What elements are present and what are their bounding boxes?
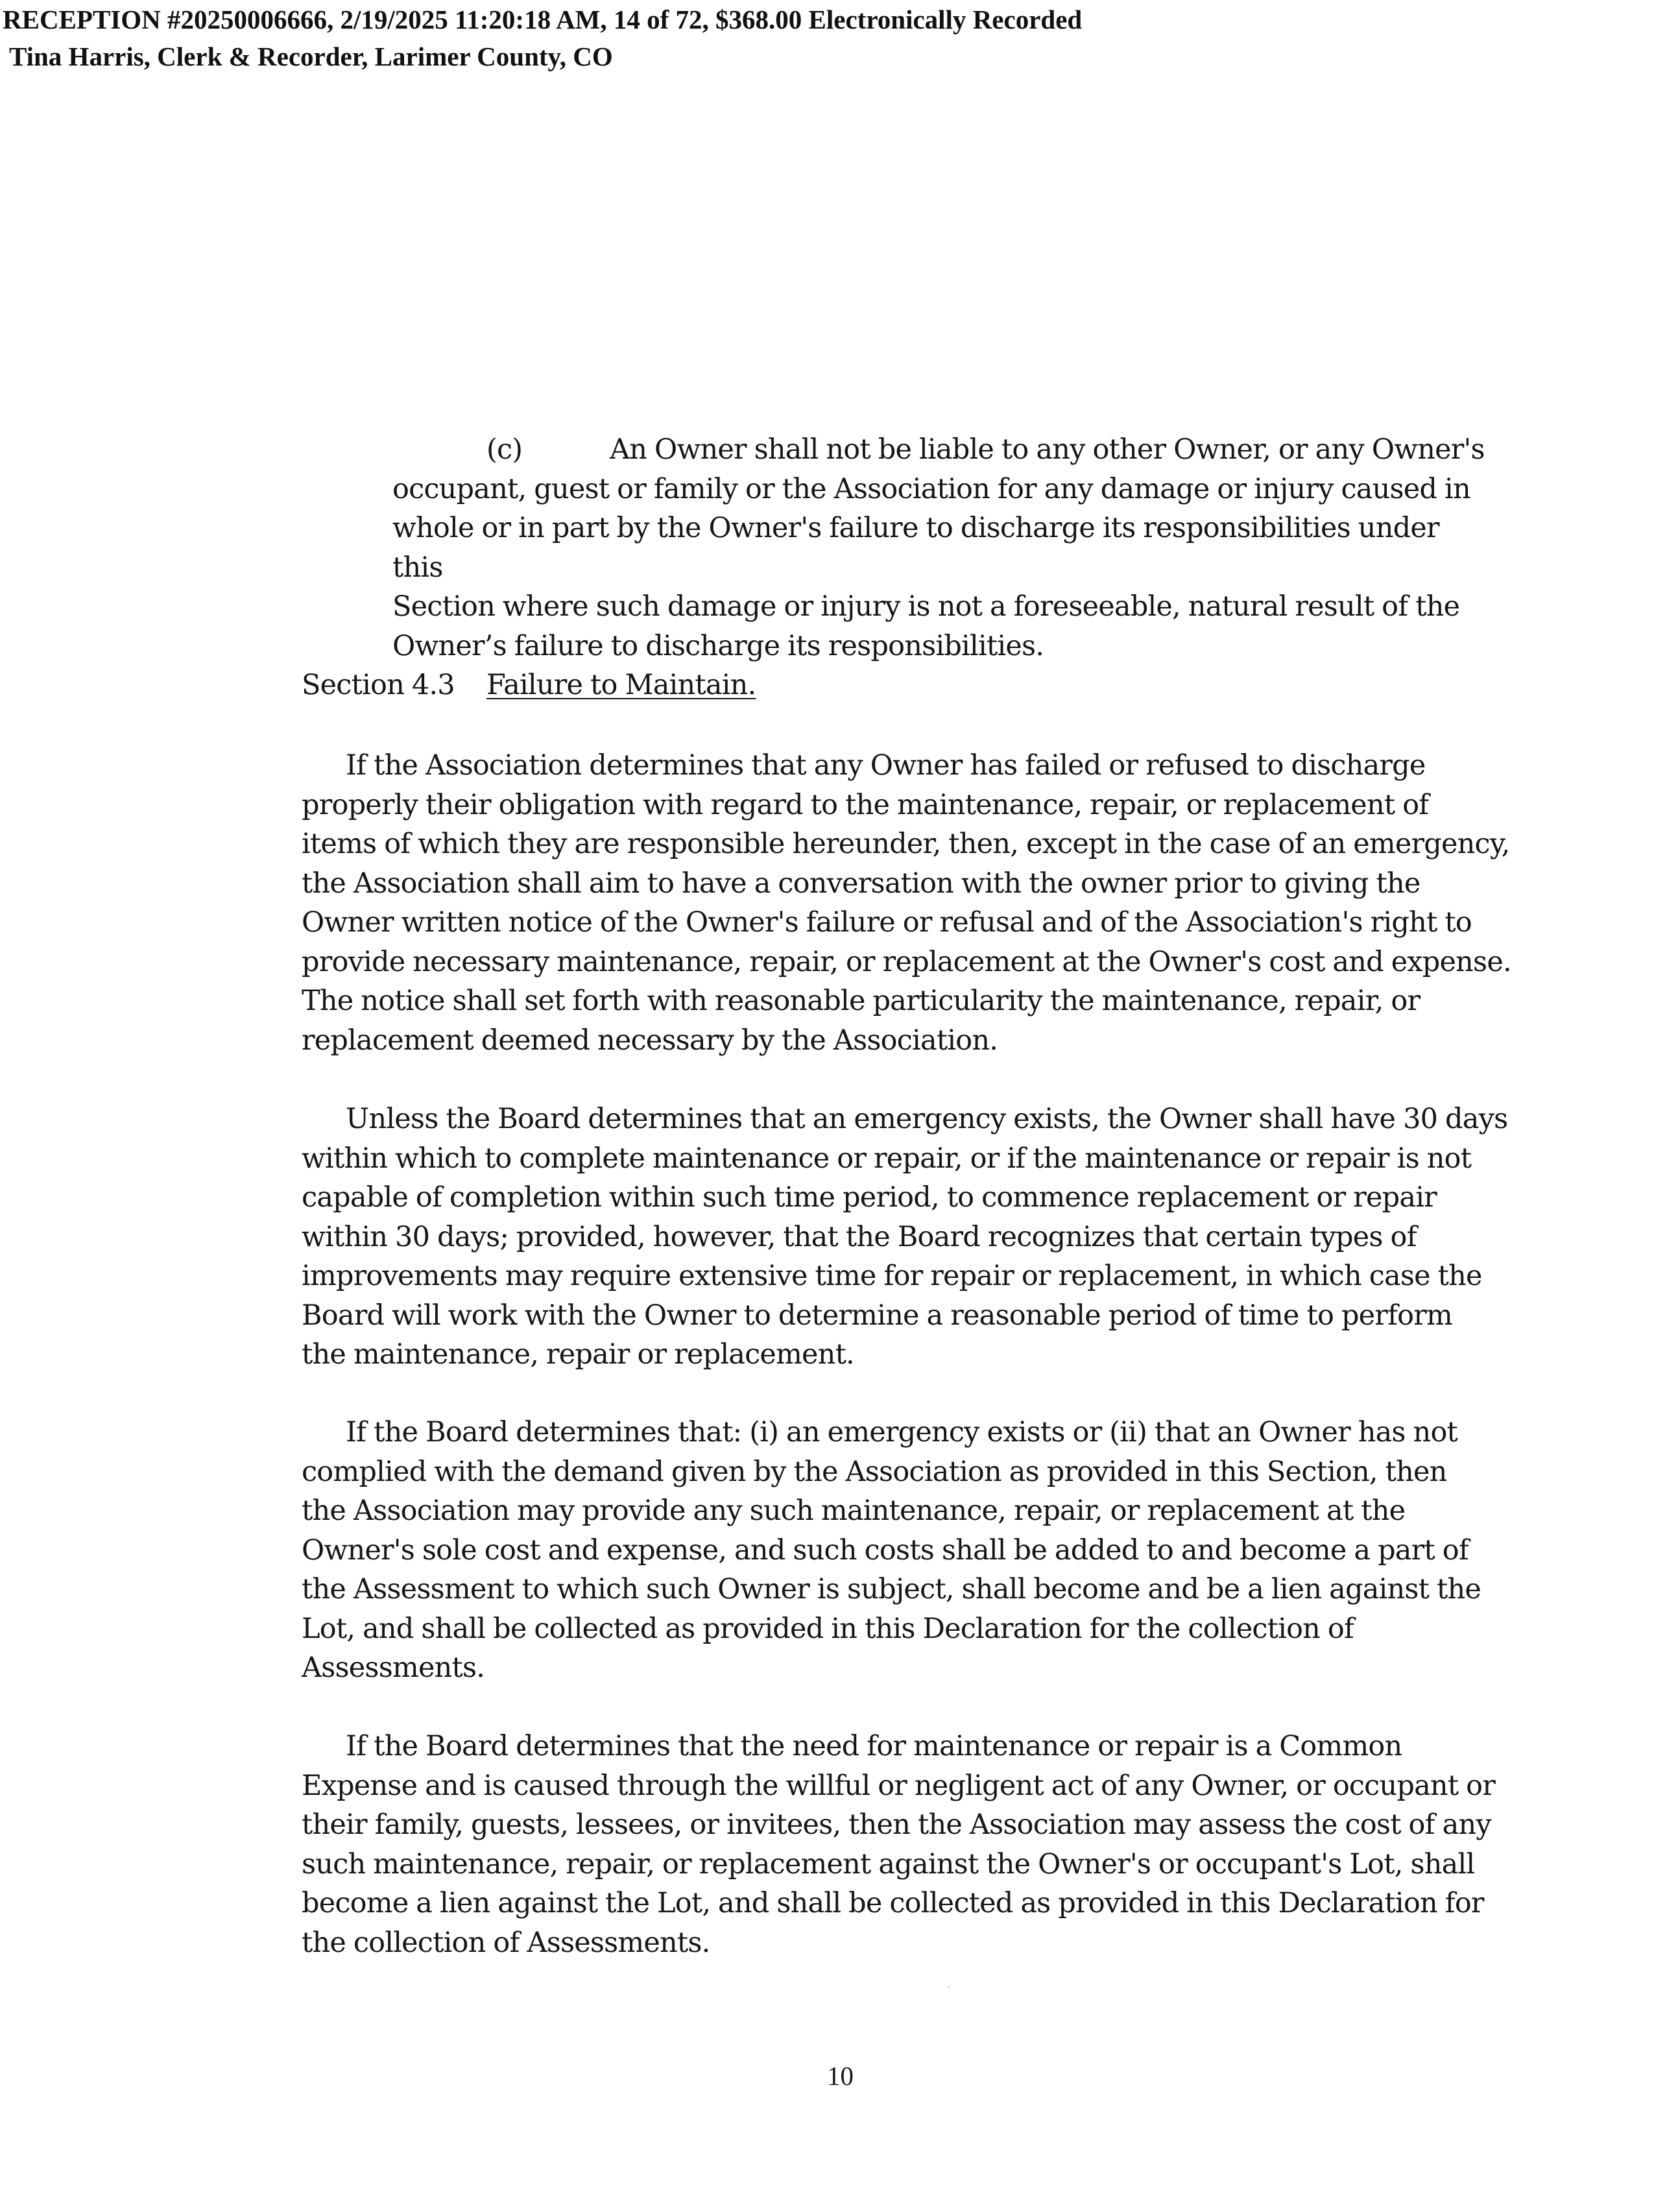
- paragraph-line: the Assessment to which such Owner is subject, shall become and be a lien against the: [302, 1573, 1481, 1605]
- subsection-c-line: whole or in part by the Owner's failure to discharge its responsibilities under this: [392, 512, 1439, 584]
- paragraph-line: The notice shall set forth with reasonable particularity the maintenance, repair, or: [302, 985, 1420, 1017]
- paragraph-notice: [302, 746, 1515, 1060]
- paragraph-line: their family, guests, lessees, or invitees, then the Association may assess the cost of any: [302, 1809, 1491, 1841]
- paragraph-line: Unless the Board determines that an emergency exists, the Owner shall have 30 days: [346, 1103, 1508, 1135]
- paragraph-line: If the Board determines that the need for maintenance or repair is a Common: [346, 1730, 1402, 1762]
- paragraph-line: such maintenance, repair, or replacement against the Owner's or occupant's Lot, shall: [302, 1847, 1475, 1881]
- page-number: 10: [827, 2061, 854, 2091]
- paragraph-line: Board will work with the Owner to determine a reasonable period of time to perform: [302, 1299, 1452, 1332]
- paragraph-line: Lot, and shall be collected as provided in this Declaration for the collection of: [302, 1612, 1354, 1645]
- subsection-c: [392, 430, 1495, 666]
- paragraph-line: the collection of Assessments.: [302, 1926, 710, 1959]
- subsection-c-line: Owner’s failure to discharge its responsibilities.: [392, 629, 1044, 662]
- paragraph-line: Expense and is caused through the willful or negligent act of any Owner, or occupant or: [302, 1769, 1496, 1802]
- reception-stamp-line: RECEPTION #20250006666, 2/19/2025 11:20:18 AM, 14 of 72, $368.00 Electronically Recorded: [3, 5, 1083, 34]
- paragraph-emergency: [302, 1413, 1515, 1688]
- paragraph-common-expense: [302, 1727, 1515, 1962]
- section-title: Failure to Maintain.: [486, 669, 756, 701]
- paragraph-line: If the Association determines that any Owner has failed or refused to discharge: [346, 749, 1426, 782]
- paragraph-line: the Association shall aim to have a conversation with the owner prior to giving the: [302, 867, 1420, 900]
- paragraph-line: Owner written notice of the Owner's failure or refusal and of the Association's right to: [302, 906, 1472, 939]
- paragraph-line: become a lien against the Lot, and shall be collected as provided in this Declaration for: [302, 1887, 1484, 1919]
- subsection-c-line: Section where such damage or injury is not a foreseeable, natural result of the: [392, 590, 1460, 623]
- clerk-recorder-line: Tina Harris, Clerk & Recorder, Larimer County, CO: [9, 42, 613, 71]
- paragraph-line: improvements may require extensive time for repair or replacement, in which case the: [302, 1260, 1482, 1292]
- paragraph-line: capable of completion within such time period, to commence replacement or repair: [302, 1181, 1437, 1214]
- paragraph-line: complied with the demand given by the Association as provided in this Section, then: [302, 1455, 1447, 1488]
- subsection-c-first-line: [392, 430, 1495, 470]
- section-heading: [302, 666, 1404, 705]
- paragraph-line: properly their obligation with regard to the maintenance, repair, or replacement of: [302, 788, 1429, 821]
- scan-speck: [948, 1986, 950, 1988]
- paragraph-line: Assessments.: [302, 1652, 485, 1684]
- recording-header: [3, 1, 1300, 75]
- paragraph-line: provide necessary maintenance, repair, or replacement at the Owner's cost and expense.: [302, 945, 1511, 978]
- section-number: Section 4.3: [302, 669, 455, 701]
- paragraph-line: within 30 days; provided, however, that the Board recognizes that certain types of: [302, 1220, 1417, 1253]
- paragraph-line: within which to complete maintenance or repair, or if the maintenance or repair is not: [302, 1142, 1472, 1175]
- paragraph-line: replacement deemed necessary by the Association.: [302, 1024, 998, 1057]
- subsection-c-line: occupant, guest or family or the Association for any damage or injury caused in: [392, 472, 1470, 505]
- paragraph-line: items of which they are responsible hereunder, then, except in the case of an emergency,: [302, 828, 1510, 860]
- paragraph-line: If the Board determines that: (i) an emergency exists or (ii) that an Owner has not: [346, 1416, 1458, 1449]
- paragraph-line: Owner's sole cost and expense, and such costs shall be added to and become a part of: [302, 1533, 1468, 1567]
- subsection-c-line: An Owner shall not be liable to any other Owner, or any Owner's: [610, 433, 1485, 466]
- paragraph-timeframe: [302, 1100, 1515, 1375]
- subsection-c-label: (c): [486, 433, 523, 466]
- paragraph-line: the maintenance, repair or replacement.: [302, 1338, 854, 1371]
- paragraph-line: the Association may provide any such maintenance, repair, or replacement at the: [302, 1495, 1406, 1527]
